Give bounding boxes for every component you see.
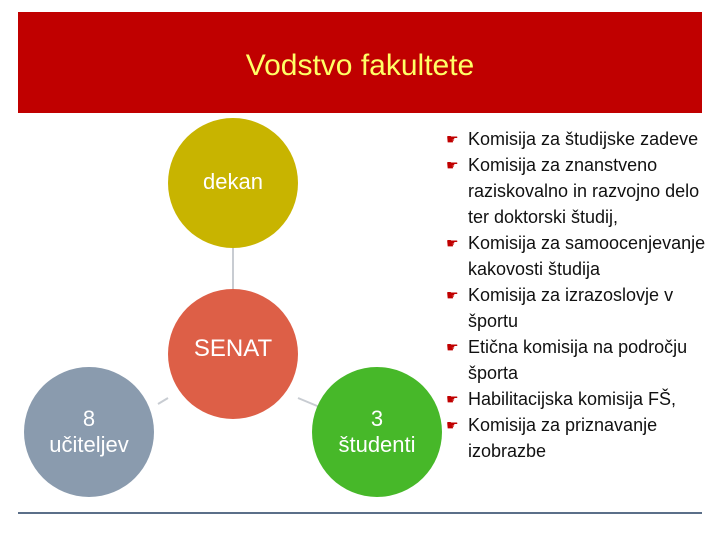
pointing-hand-icon: ☛ — [446, 339, 459, 355]
list-item: ☛ Komisija za priznavanje izobrazbe — [446, 412, 720, 464]
pointing-hand-icon: ☛ — [446, 417, 459, 433]
connector-senat-ucitelji — [158, 398, 168, 404]
pointing-hand-icon: ☛ — [446, 235, 459, 251]
node-dekan-label: dekan — [203, 169, 263, 194]
list-item: ☛ Komisija za znanstveno raziskovalno in razvojno delo ter doktorski študij, — [446, 152, 720, 230]
pointing-hand-icon: ☛ — [446, 131, 459, 147]
bottom-divider — [18, 512, 702, 514]
pointing-hand-icon: ☛ — [446, 391, 459, 407]
slide-title: Vodstvo fakultete — [245, 49, 475, 82]
node-ucitelji-label: 8 učiteljev — [49, 406, 129, 457]
pointing-hand-icon: ☛ — [446, 287, 459, 303]
list-item: ☛ Etična komisija na področju športa — [446, 334, 720, 386]
list-item: ☛ Habilitacijska komisija FŠ, — [446, 386, 720, 412]
pointing-hand-icon: ☛ — [446, 157, 459, 173]
commission-list — [446, 126, 720, 464]
list-item: ☛ Komisija za študijske zadeve — [446, 126, 720, 152]
node-senat-label: SENAT — [193, 335, 273, 362]
node-studenti-label: 3 študenti — [338, 406, 416, 457]
list-item: ☛ Komisija za izrazoslovje v športu — [446, 282, 720, 334]
list-item: ☛ Komisija za samoocenjevanje kakovosti študija — [446, 230, 720, 282]
